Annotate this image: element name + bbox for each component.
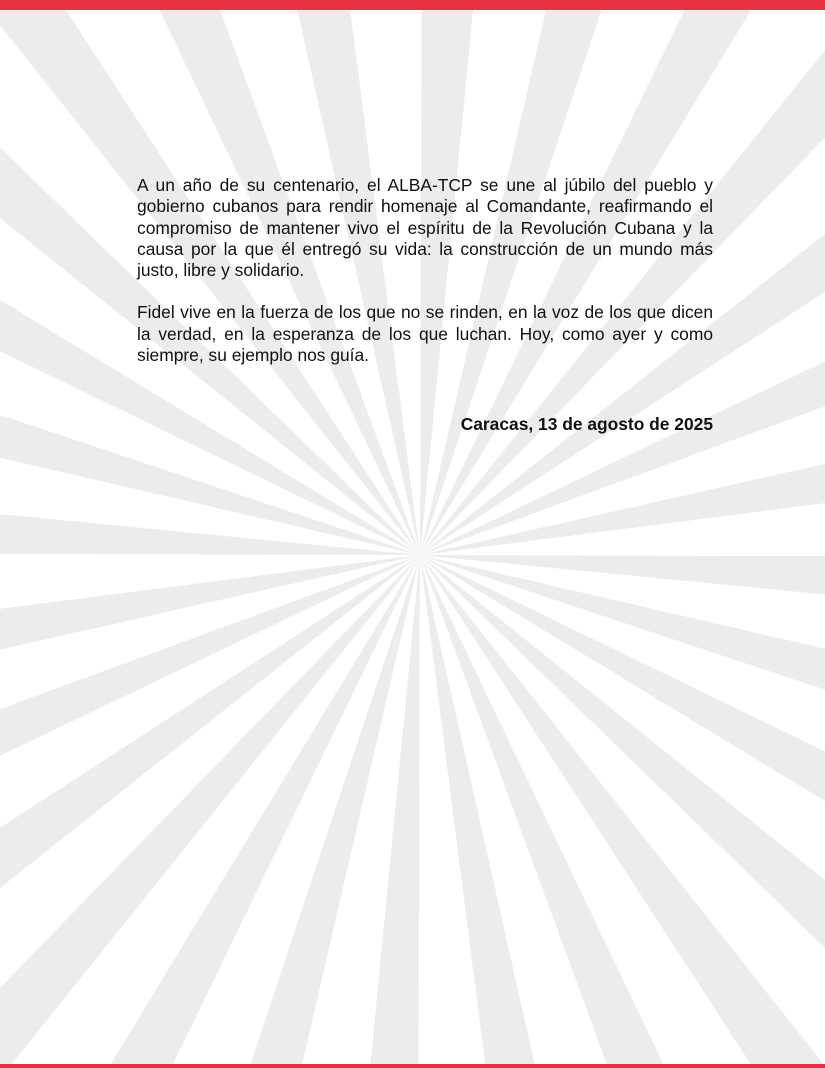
paragraph-homage: A un año de su centenario, el ALBA-TCP se une al júbilo del pueblo y gobierno cubanos para rendir homenaje al Comandante, reafirmando el compromiso de mantener vivo el espíritu de la Revolución Cubana y la causa por la que él entregó su vida: la construcción de un mundo más justo, libre y solidario.: [137, 175, 713, 281]
sunburst-ray: [313, 555, 420, 1068]
place-date-signature: Caracas, 13 de agosto de 2025: [460, 414, 713, 434]
top-accent-bar: [0, 0, 825, 10]
letter-body: [137, 175, 713, 387]
bottom-accent-bar: [0, 1064, 825, 1068]
paragraph-fidel-vive: Fidel vive en la fuerza de los que no se rinden, en la voz de los que dicen la verdad, en la esperanza de los que luchan. Hoy, como ayer y como siempre, su ejemplo nos guía.: [137, 302, 713, 366]
